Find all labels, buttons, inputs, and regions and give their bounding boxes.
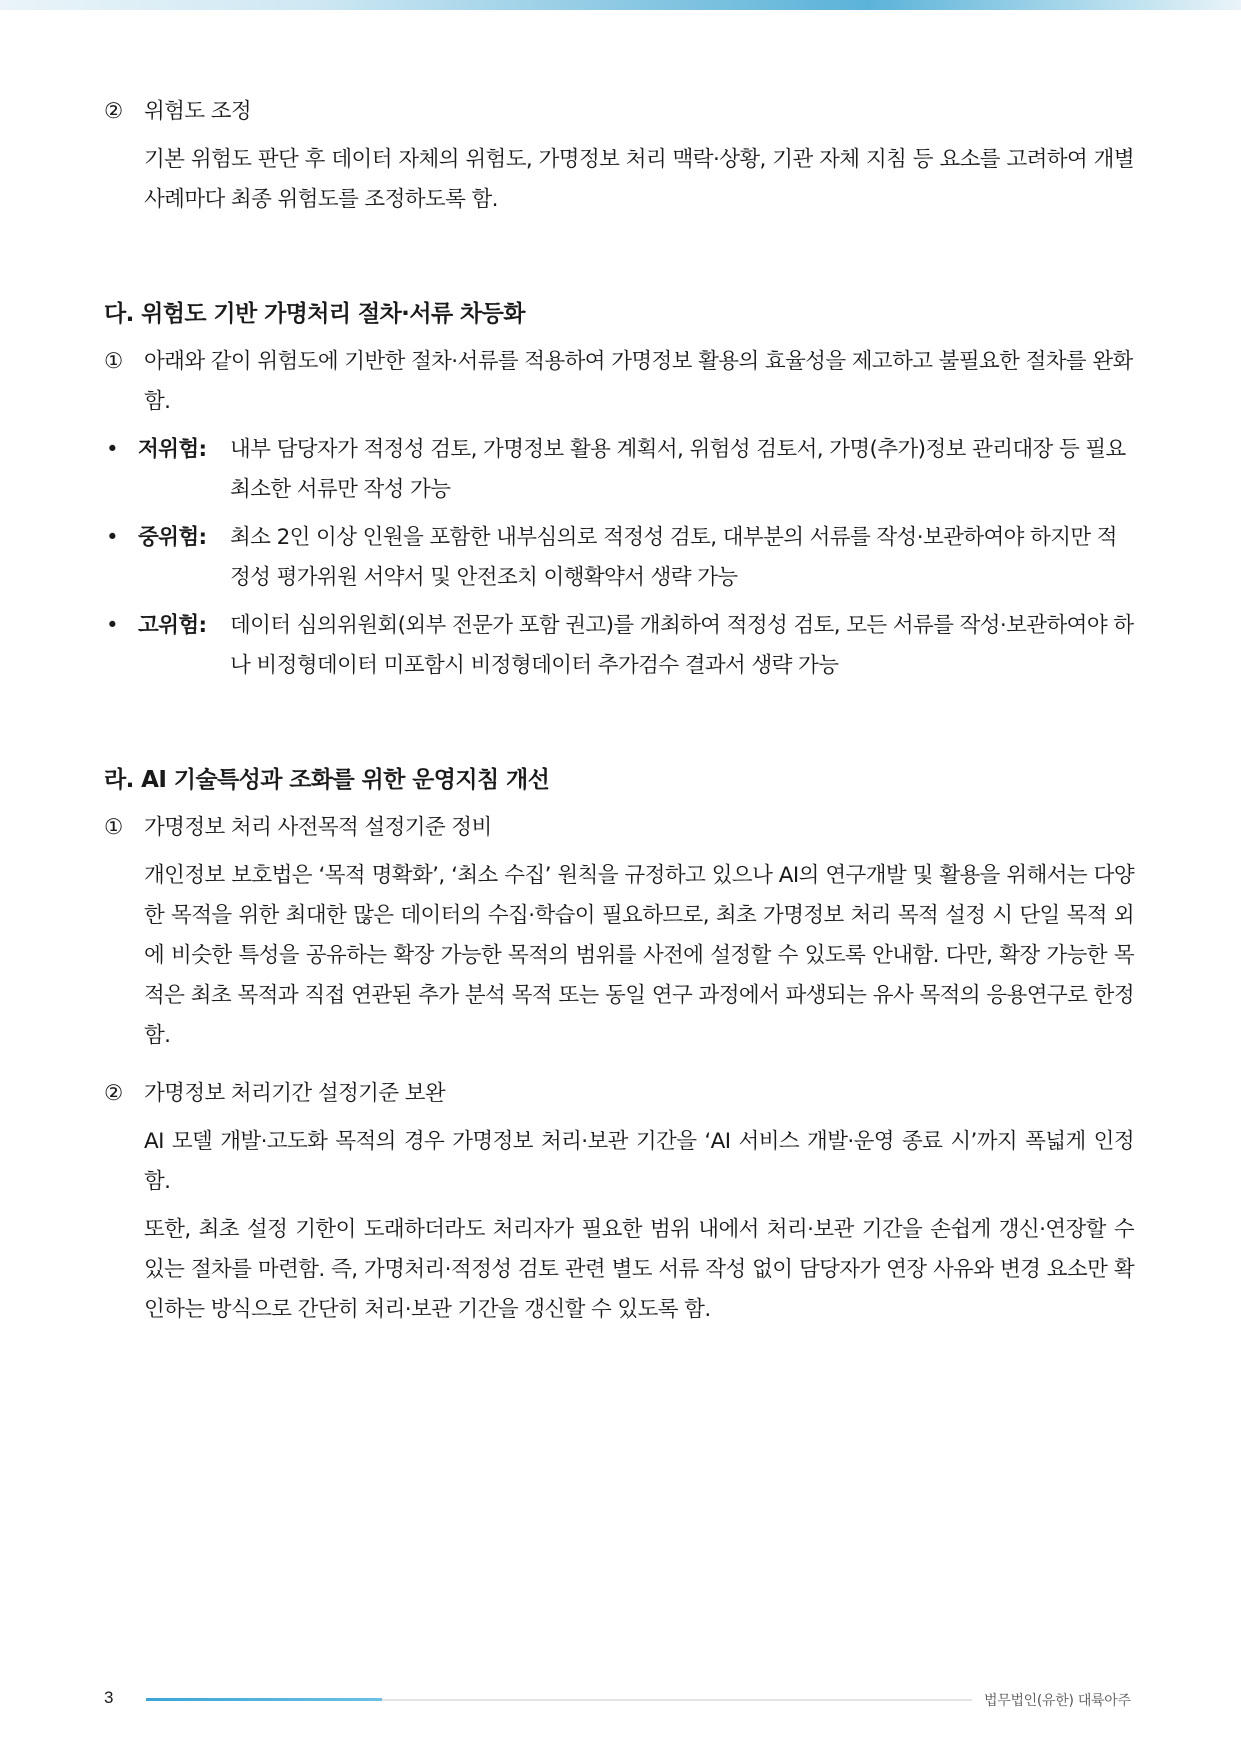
paragraph: 또한, 최초 설정 기한이 도래하더라도 처리자가 필요한 범위 내에서 처리·보관 기간을 손쉽게 갱신·연장할 수 있는 절차를 마련함. 즉, 가명처리·적정성 검토 관련 별도 서류 작성 없이 담당자가 연장 사유와 변경 요소만 확인하는 방식으로 간단히 처리·보관 기간을 갱신할 수 있도록 함. [144,1217,1134,1322]
item-text: 아래와 같이 위험도에 기반한 절차·서류를 적용하여 가명정보 활용의 효율성을 제고하고 불필요한 절차를 완화함. [144,349,1133,414]
section-title: 라. AI 기술특성과 조화를 위한 운영지침 개선 [104,767,550,793]
bullet-dot-icon: • [106,613,119,638]
bullet-label: 중위험: [138,525,207,550]
item-number: ① [104,815,123,840]
page-number: 3 [104,1688,114,1707]
bullet-item-low-risk [104,430,1134,510]
numbered-item [104,92,1134,132]
bullet-item-medium-risk [104,518,1134,598]
item-heading: 가명정보 처리기간 설정기준 보완 [144,1081,446,1106]
item-number: ② [104,99,123,124]
item-number: ② [104,1081,123,1106]
section-risk-based-procedures [104,294,1134,686]
bullet-dot-icon: • [106,437,119,462]
section-title: 다. 위험도 기반 가명처리 절차·서류 차등화 [104,301,525,327]
section-risk-adjustment [104,92,1134,220]
numbered-item [104,1074,1134,1114]
item-number: ① [104,349,123,374]
item-heading: 위험도 조정 [144,99,252,124]
top-decorative-band [0,0,1241,10]
item-heading: 가명정보 처리 사전목적 설정기준 정비 [144,815,492,840]
numbered-item [104,342,1134,422]
bullet-dot-icon: • [106,525,119,550]
footer-divider-accent [146,1698,382,1701]
bullet-text: 최소 2인 이상 인원을 포함한 내부심의로 적정성 검토, 대부분의 서류를 작성·보관하여야 하지만 적정성 평가위원 서약서 및 안전조치 이행확약서 생략 가능 [230,525,1117,590]
bullet-text: 데이터 심의위원회(외부 전문가 포함 권고)를 개최하여 적정성 검토, 모든 서류를 작성·보관하여야 하나 비정형데이터 미포함시 비정형데이터 추가검수 결과서 생략 가능 [230,613,1134,678]
bullet-label: 고위험: [138,613,207,638]
bullet-label: 저위험: [138,437,207,462]
numbered-item [104,808,1134,848]
paragraph: 기본 위험도 판단 후 데이터 자체의 위험도, 가명정보 처리 맥락·상황, 기관 자체 지침 등 요소를 고려하여 개별 사례마다 최종 위험도를 조정하도록 함. [144,147,1134,212]
footer-firm-name: 법무법인(유한) 대륙아주 [984,1693,1131,1709]
section-ai-guideline-improvement [104,760,1134,1330]
document-body [104,92,1134,1330]
bullet-item-high-risk [104,606,1134,686]
paragraph: AI 모델 개발·고도화 목적의 경우 가명정보 처리·보관 기간을 ‘AI 서비스 개발·운영 종료 시’까지 폭넓게 인정함. [144,1129,1134,1194]
bullet-text: 내부 담당자가 적정성 검토, 가명정보 활용 계획서, 위험성 검토서, 가명(추가)정보 관리대장 등 필요 최소한 서류만 작성 가능 [230,437,1126,502]
paragraph: 개인정보 보호법은 ‘목적 명확화’, ‘최소 수집’ 원칙을 규정하고 있으나 AI의 연구개발 및 활용을 위해서는 다양한 목적을 위한 최대한 많은 데이터의 수집·학습이 필요하므로, 최초 가명정보 처리 목적 설정 시 단일 목적 외에 비슷한 특성을 공유하는 확장 가능한 목적의 범위를 사전에 설정할 수 있도록 안내함. 다만, 확장 가능한 목적은 최초 목적과 직접 연관된 추가 분석 목적 또는 동일 연구 과정에서 파생되는 유사 목적의 응용연구로 한정함. [144,863,1134,1048]
